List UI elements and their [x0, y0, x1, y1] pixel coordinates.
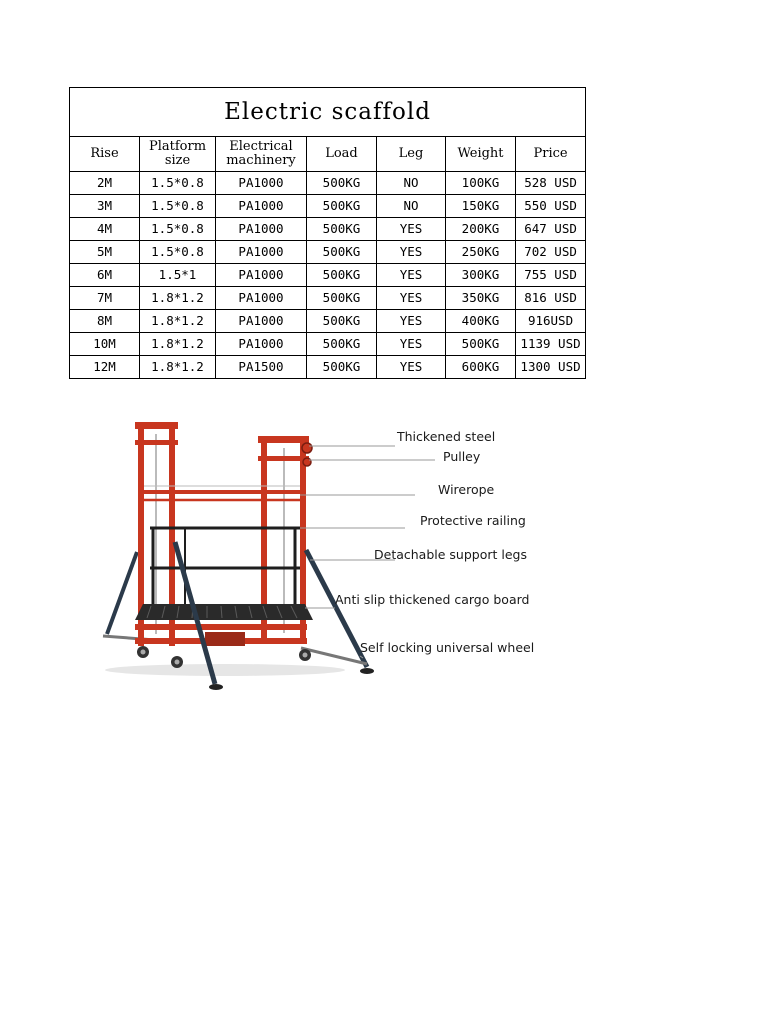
table-cell: 500KG [307, 287, 377, 310]
table-cell: 5M [70, 241, 140, 264]
callout-detachable-support-legs: Detachable support legs [374, 547, 527, 562]
table-cell: YES [377, 333, 446, 356]
table-cell: YES [377, 287, 446, 310]
callout-anti-slip-cargo-board: Anti slip thickened cargo board [335, 592, 530, 607]
column-header: Load [307, 137, 377, 172]
table-cell: 1.5*0.8 [140, 195, 216, 218]
table-cell: 350KG [446, 287, 516, 310]
scaffold-illustration [103, 422, 374, 690]
table-cell: 1.5*0.8 [140, 241, 216, 264]
table-cell: YES [377, 310, 446, 333]
table-cell: 500KG [307, 264, 377, 287]
table-cell: 250KG [446, 241, 516, 264]
table-cell: 1300 USD [516, 356, 586, 379]
table-cell: 500KG [307, 356, 377, 379]
table-row [70, 241, 586, 264]
table-cell: NO [377, 172, 446, 195]
table-cell: 816 USD [516, 287, 586, 310]
table-row [70, 333, 586, 356]
table-cell: 2M [70, 172, 140, 195]
table-cell: 500KG [307, 241, 377, 264]
table-row [70, 356, 586, 379]
table-row [70, 172, 586, 195]
table-cell: 702 USD [516, 241, 586, 264]
scaffold-diagram [95, 412, 555, 702]
table-cell: YES [377, 241, 446, 264]
table-cell: 3M [70, 195, 140, 218]
table-cell: 200KG [446, 218, 516, 241]
table-cell: 6M [70, 264, 140, 287]
callout-self-locking-wheel: Self locking universal wheel [360, 640, 535, 655]
table-row [70, 310, 586, 333]
spec-table [69, 87, 586, 379]
table-cell: PA1000 [216, 310, 307, 333]
callout-protective-railing: Protective railing [420, 513, 526, 528]
table-cell: PA1000 [216, 218, 307, 241]
table-cell: 8M [70, 310, 140, 333]
callout-thickened-steel: Thickened steel [397, 429, 496, 444]
column-header: Platform size [140, 137, 216, 172]
table-cell: 500KG [307, 172, 377, 195]
table-cell: PA1000 [216, 241, 307, 264]
table-cell: 528 USD [516, 172, 586, 195]
table-cell: 1.8*1.2 [140, 333, 216, 356]
table-cell: 500KG [446, 333, 516, 356]
callout-pulley: Pulley [443, 449, 481, 464]
table-cell: 1.5*1 [140, 264, 216, 287]
table-cell: PA1500 [216, 356, 307, 379]
table-cell: 150KG [446, 195, 516, 218]
column-header: Leg [377, 137, 446, 172]
table-cell: YES [377, 264, 446, 287]
column-header: Electrical machinery [216, 137, 307, 172]
table-cell: YES [377, 356, 446, 379]
table-cell: PA1000 [216, 333, 307, 356]
table-cell: 1.8*1.2 [140, 356, 216, 379]
table-cell: 1.8*1.2 [140, 287, 216, 310]
table-cell: 500KG [307, 333, 377, 356]
table-row [70, 264, 586, 287]
header-row [70, 137, 586, 172]
table-cell: 755 USD [516, 264, 586, 287]
table-cell: YES [377, 218, 446, 241]
table-cell: 500KG [307, 310, 377, 333]
table-cell: 1.5*0.8 [140, 218, 216, 241]
table-cell: 647 USD [516, 218, 586, 241]
table-cell: PA1000 [216, 195, 307, 218]
table-cell: 500KG [307, 195, 377, 218]
table-cell: PA1000 [216, 172, 307, 195]
table-cell: 4M [70, 218, 140, 241]
table-cell: NO [377, 195, 446, 218]
callout-wirerope: Wirerope [438, 482, 495, 497]
table-title: Electric scaffold [70, 88, 586, 137]
table-row [70, 218, 586, 241]
table-cell: 916USD [516, 310, 586, 333]
table-cell: 400KG [446, 310, 516, 333]
table-cell: PA1000 [216, 264, 307, 287]
table-cell: 10M [70, 333, 140, 356]
table-cell: 500KG [307, 218, 377, 241]
table-cell: 1.5*0.8 [140, 172, 216, 195]
table-row [70, 287, 586, 310]
table-cell: 600KG [446, 356, 516, 379]
table-cell: PA1000 [216, 287, 307, 310]
table-cell: 100KG [446, 172, 516, 195]
table-cell: 7M [70, 287, 140, 310]
table-cell: 1139 USD [516, 333, 586, 356]
table-cell: 1.8*1.2 [140, 310, 216, 333]
column-header: Weight [446, 137, 516, 172]
table-cell: 300KG [446, 264, 516, 287]
column-header: Rise [70, 137, 140, 172]
table-row [70, 195, 586, 218]
table-cell: 550 USD [516, 195, 586, 218]
table-cell: 12M [70, 356, 140, 379]
column-header: Price [516, 137, 586, 172]
